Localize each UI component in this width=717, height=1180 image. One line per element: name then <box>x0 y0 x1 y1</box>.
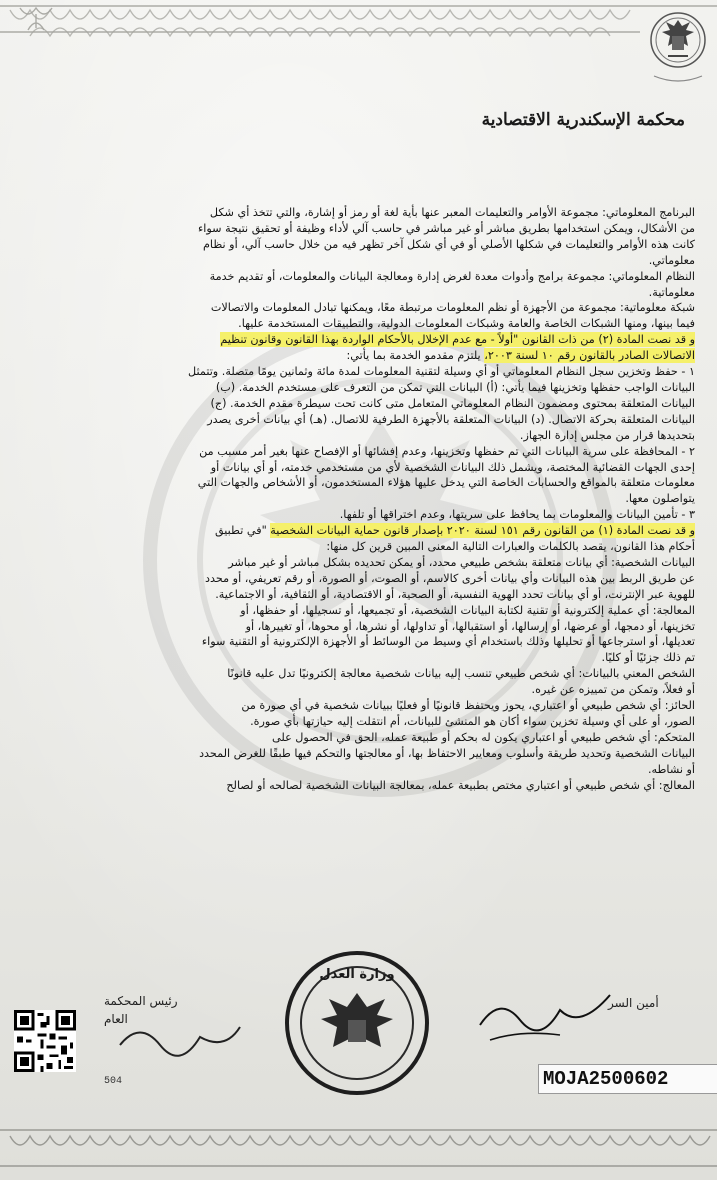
body-line: من الأشكال، ويمكن استخدامها بطريق مباشر أو غير مباشر في حاسب آلي لأداء وظيفة أو تحقيق نتيجة سواء <box>197 221 695 235</box>
body-line: كانت هذه الأوامر والتعليمات في شكلها الأصلي أو في أي شكل آخر تظهر فيه من خلال حاسب آلي، أو نظام <box>202 237 695 251</box>
body-line: ٢ - المحافظة على سرية البيانات التي تم حفظها وتخزينها، وعدم إفشائها أو الإفصاح عنها بغير أمر مسبب من <box>199 444 695 458</box>
secretary-title: أمين السر <box>608 996 659 1010</box>
body-line: تعديلها، أو استرجاعها أو تحليلها وذلك باستخدام أي وسيط من الوسائط أو الأجهزة الإلكترونية أو التقنية سواء <box>201 635 695 649</box>
judge-title: رئيس المحكمة <box>104 994 178 1008</box>
body-line: البيانات الواجب حفظها وتخزينها فيما يأتي: (أ) البيانات التي تمكن من التعرف على مستخدم الخدمة. (ب) <box>215 380 695 394</box>
body-line: فيما بينها، ومنها الشبكات الخاصة والعامة وشبكات المعلومات الدولية، والتطبيقات المستخدمة عليها. <box>238 317 695 331</box>
eagle-emblem-icon <box>648 6 708 84</box>
body-line: المعالج: أي شخص طبيعي أو اعتباري مختص بطبيعة عمله، بمعالجة البيانات الشخصية لصالحه أو لصالح <box>226 778 695 792</box>
body-line: البرنامج المعلوماتي: مجموعة الأوامر والتعليمات المعبر عنها بأية لغة أو رمز أو إشارة، والتي تتخذ أي شكل <box>209 206 695 219</box>
seal-text: وزارة العدل <box>319 967 395 982</box>
body-line: معلوماتية. <box>648 285 695 299</box>
body-line: أحكام هذا القانون، يقصد بالكلمات والعبارات التالية المعنى المبين قرين كل منها: <box>326 540 695 554</box>
body-line: إحدى الجهات القضائية المختصة، ويشمل ذلك البيانات الشخصية لأي من مستخدمي خدمته، أو أي بيانات أو <box>210 460 695 474</box>
highlighted-line <box>26 523 695 539</box>
body-line: معلومات متعلقة بالمواقع والحسابات الخاصة التي يدخل عليها هؤلاء المستخدمون، أو الأشخاص والجهات التي <box>197 476 695 490</box>
body-line: تخزينها، أو دمجها، أو عرضها، أو إرسالها، أو استقبالها، أو تداولها، أو نشرها، أو محوها، أو تغييرها، أو <box>245 619 695 633</box>
judge-signature <box>110 1015 250 1075</box>
highlight-article-1: و قد نصت المادة (١) من القانون رقم ١٥١ لسنة ٢٠٢٠ بإصدار قانون حماية البيانات الشخصية <box>270 524 695 538</box>
page-number: 504 <box>104 1076 123 1087</box>
highlighted-line <box>26 348 695 364</box>
body-line: يتواصلون معها. <box>625 492 695 506</box>
document-body <box>26 205 695 794</box>
body-line: المتحكم: أي شخص طبيعي أو اعتباري يكون له بحكم أو طبيعة عمله، الحق في الحصول على <box>272 730 695 744</box>
body-line: الشخص المعني بالبيانات: أي شخص طبيعي تنسب إليه بيانات شخصية معالجة إلكترونيًا تدل عليه قانونًا <box>227 667 695 681</box>
body-line: البيانات الشخصية وتحديد طريقة وأسلوب ومعايير الاحتفاظ بها، أو معالجتها والتحكم فيها طبقًا للغرض المحدد <box>199 746 695 760</box>
body-line: معلوماتي. <box>648 253 695 267</box>
body-line: البيانات المتعلقة بحركة الاتصال. (د) البيانات المتعلقة بالأجهزة الطرفية للاتصال. (هـ) أي بيانات أخرى يصدر <box>207 412 695 426</box>
qr-code-icon <box>14 1010 76 1072</box>
ornamental-border-bottom <box>0 1122 717 1180</box>
body-line: البيانات الشخصية: أي بيانات متعلقة بشخص طبيعي محدد، أو يمكن تحديده بشكل مباشر أو غير مباشر <box>228 555 695 569</box>
ministry-seal <box>282 948 432 1098</box>
highlight-telecom-law: الاتصالات الصادر بالقانون رقم ١٠ لسنة ٢٠٠٣، <box>484 349 695 363</box>
body-line: الحائز: أي شخص طبيعي أو اعتباري، يحوز ويحتفظ قانونيًا أو فعليًا ببيانات شخصية في أي صورة من <box>241 699 695 713</box>
body-line: البيانات المتعلقة بمحتوى ومضمون النظام المعلوماتي المتعامل متى كانت تحت سيطرة مقدم الخدمة. (ج) <box>210 396 695 410</box>
ornamental-border-top <box>0 0 717 40</box>
body-line: الصور، أو على أي وسيلة تخزين سواء أكان هو المنشئ للبيانات، أم انتقلت إليه حيازتها بأي صورة. <box>250 715 695 728</box>
body-line: شبكة معلوماتية: مجموعة من الأجهزة أو نظم المعلومات مرتبطة معًا، ويمكنها تبادل المعلومات والاتصالات <box>210 301 695 315</box>
judge-title-line-2: العام <box>104 1012 128 1026</box>
reference-code: MOJA2500602 <box>538 1064 717 1094</box>
body-line: أو فعلاً، وتمكن من تمييزه عن غيره. <box>531 683 695 697</box>
body-line: المعالجة: أي عملية إلكترونية أو تقنية لكتابة البيانات الشخصية، أو تجميعها، أو تسجيلها، أو حفظها، أو <box>240 603 695 617</box>
body-line: النظام المعلوماتي: مجموعة برامج وأدوات معدة لغرض إدارة ومعالجة البيانات والمعلومات، أو تقديم خدمة <box>209 269 695 283</box>
highlighted-line <box>26 332 695 348</box>
body-line: ١ - حفظ وتخزين سجل النظام المعلوماتي أو أي وسيلة لتقنية المعلومات لمدة مائة وثمانين يومًا متصلة. وتتمثل <box>188 365 695 379</box>
highlight-article-2: و قد نصت المادة (٢) من ذات القانون "أولاً - مع عدم الإخلال بالأحكام الواردة بهذا القانون وقانون تنظيم <box>220 333 695 347</box>
body-line: أو نشاطه. <box>647 762 695 776</box>
body-line: للهوية عبر الإنترنت، أو أي بيانات تحدد الهوية النفسية، أو الصحية، أو الاقتصادية، أو الثقافية، أو الاجتماعية. <box>215 587 695 601</box>
body-line: تم ذلك جزئيًا أو كليًا. <box>601 651 695 665</box>
court-name: محكمة الإسكندرية الاقتصادية <box>481 110 685 130</box>
body-text: "في تطبيق <box>214 524 271 538</box>
body-line: عن طريق الربط بين هذه البيانات وأي بيانات أخرى كالاسم، أو الصوت، أو الصورة، أو رقم تعريفي، أو محدد <box>205 571 695 585</box>
body-text: يلتزم مقدمو الخدمة بما يأتي: <box>346 349 485 363</box>
secretary-signature <box>470 985 620 1055</box>
body-line: ٣ - تأمين البيانات والمعلومات بما يحافظ على سريتها، وعدم اختراقها أو تلفها. <box>339 508 695 522</box>
body-line: بتحديدها قرار من مجلس إدارة الجهاز. <box>519 428 695 442</box>
